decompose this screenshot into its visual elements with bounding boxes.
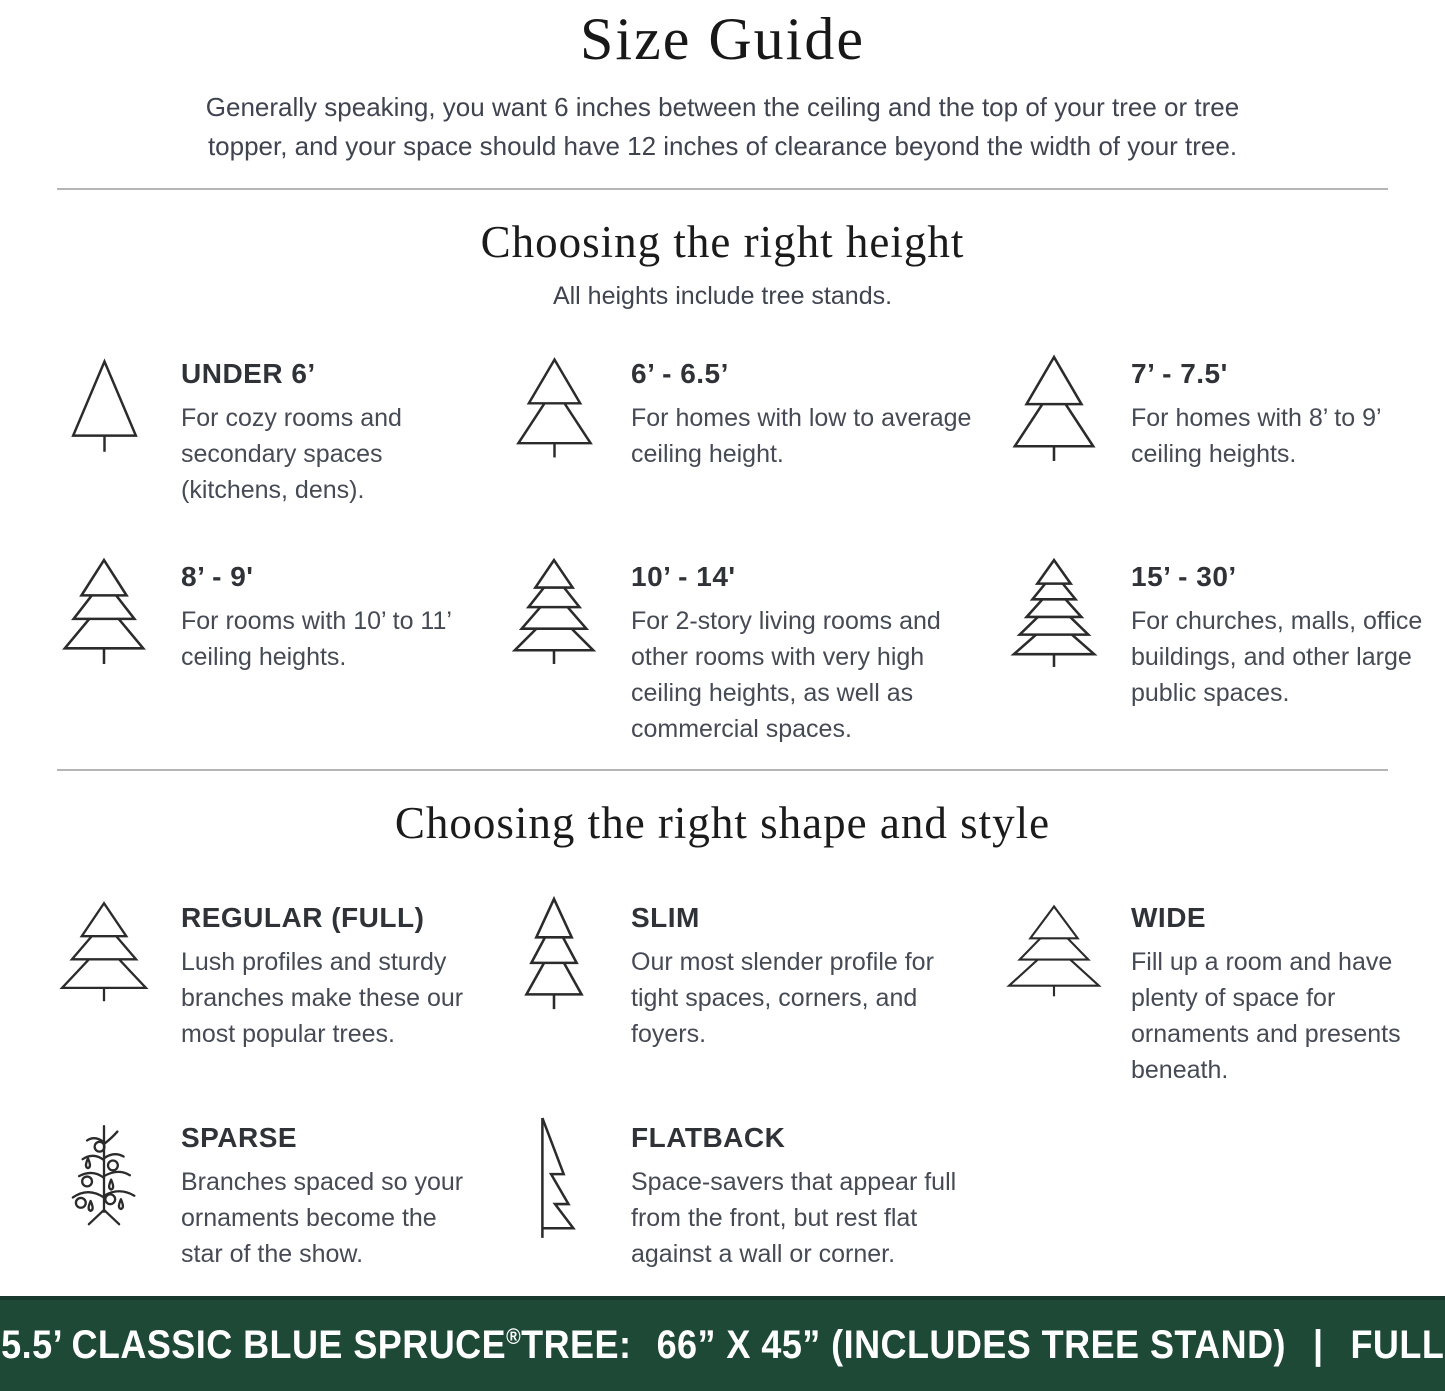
shape-section-heading: Choosing the right shape and style bbox=[394, 798, 1051, 848]
tree-3-tier-icon bbox=[55, 553, 153, 675]
tree-flatback-icon bbox=[505, 1114, 603, 1240]
item-description: Our most slender profile for tight spaces, corners, and foyers. bbox=[631, 948, 934, 1048]
item-label: 10’ - 14' bbox=[631, 561, 736, 592]
height-item-8-9 bbox=[55, 553, 505, 675]
item-label: FLATBACK bbox=[631, 1122, 786, 1153]
height-item-6-65 bbox=[505, 350, 1005, 472]
tree-slim-icon bbox=[505, 894, 603, 1016]
item-description: For churches, malls, office buildings, and other large public spaces. bbox=[1131, 607, 1423, 707]
divider-middle bbox=[57, 769, 1388, 771]
item-label: SLIM bbox=[631, 902, 700, 933]
height-item-7-75 bbox=[1005, 350, 1435, 472]
intro-text bbox=[0, 88, 1445, 166]
footer-separator: | bbox=[1312, 1323, 1324, 1367]
footer-product-suffix: TREE: bbox=[520, 1323, 632, 1367]
intro-line-2: topper, and your space should have 12 inches of clearance beyond the width of your tree. bbox=[207, 131, 1238, 161]
height-grid bbox=[0, 350, 1445, 747]
height-item-15-30 bbox=[1005, 553, 1435, 711]
item-label: SPARSE bbox=[181, 1122, 298, 1153]
shape-item-sparse bbox=[55, 1114, 505, 1272]
footer-text bbox=[1, 1323, 1444, 1368]
item-label: 7’ - 7.5' bbox=[1131, 358, 1228, 389]
item-label: 15’ - 30’ bbox=[1131, 561, 1237, 592]
item-description: For 2-story living rooms and other rooms with very high ceiling heights, as well as commercial spaces. bbox=[631, 607, 941, 743]
registered-trademark-symbol: ® bbox=[505, 1324, 521, 1349]
tree-regular-icon bbox=[55, 894, 153, 1014]
item-description: Space-savers that appear full from the front, but rest flat against a wall or corner. bbox=[631, 1168, 957, 1268]
height-item-10-14 bbox=[505, 553, 1005, 747]
tree-wide-icon bbox=[1005, 894, 1103, 1012]
footer-product-name: 5.5’ CLASSIC BLUE SPRUCE bbox=[0, 1323, 506, 1367]
tree-5-tier-icon bbox=[1005, 553, 1103, 677]
tree-2-tier-icon bbox=[505, 350, 603, 468]
item-description: Branches spaced so your ornaments become the star of the show. bbox=[181, 1168, 464, 1268]
divider-top bbox=[57, 188, 1388, 190]
item-label: 8’ - 9' bbox=[181, 561, 254, 592]
shape-item-wide bbox=[1005, 894, 1435, 1088]
item-description: For cozy rooms and secondary spaces (kitchens, dens). bbox=[181, 404, 402, 504]
tree-1-tier-icon bbox=[55, 350, 153, 468]
item-description: Lush profiles and sturdy branches make these our most popular trees. bbox=[181, 948, 464, 1048]
item-label: UNDER 6’ bbox=[181, 358, 316, 389]
tree-4-tier-icon bbox=[505, 553, 603, 675]
item-label: 6’ - 6.5’ bbox=[631, 358, 729, 389]
item-label: REGULAR (FULL) bbox=[181, 902, 425, 933]
shape-item-flatback bbox=[505, 1114, 1005, 1272]
tree-sparse-icon bbox=[55, 1114, 153, 1240]
shape-grid bbox=[0, 894, 1445, 1272]
height-section-heading: Choosing the right height bbox=[480, 217, 965, 267]
shape-item-regular bbox=[55, 894, 505, 1052]
item-description: Fill up a room and have plenty of space for ornaments and presents beneath. bbox=[1131, 948, 1401, 1084]
footer-banner bbox=[0, 1296, 1445, 1391]
footer-dimensions: 66” X 45” (INCLUDES TREE STAND) bbox=[656, 1323, 1286, 1367]
item-description: For homes with 8’ to 9’ ceiling heights. bbox=[1131, 404, 1381, 468]
shape-item-slim bbox=[505, 894, 1005, 1052]
page-title: Size Guide bbox=[580, 6, 865, 72]
item-label: WIDE bbox=[1131, 902, 1207, 933]
footer-shape-label: FULL bbox=[1350, 1323, 1445, 1367]
item-description: For homes with low to average ceiling height. bbox=[631, 404, 972, 468]
intro-line-1: Generally speaking, you want 6 inches between the ceiling and the top of your tree or tree bbox=[205, 92, 1240, 122]
height-item-under-6 bbox=[55, 350, 505, 508]
height-section-subheading: All heights include tree stands. bbox=[552, 282, 893, 310]
item-description: For rooms with 10’ to 11’ ceiling heights. bbox=[181, 607, 452, 671]
tree-2-tier-icon bbox=[1005, 350, 1103, 470]
